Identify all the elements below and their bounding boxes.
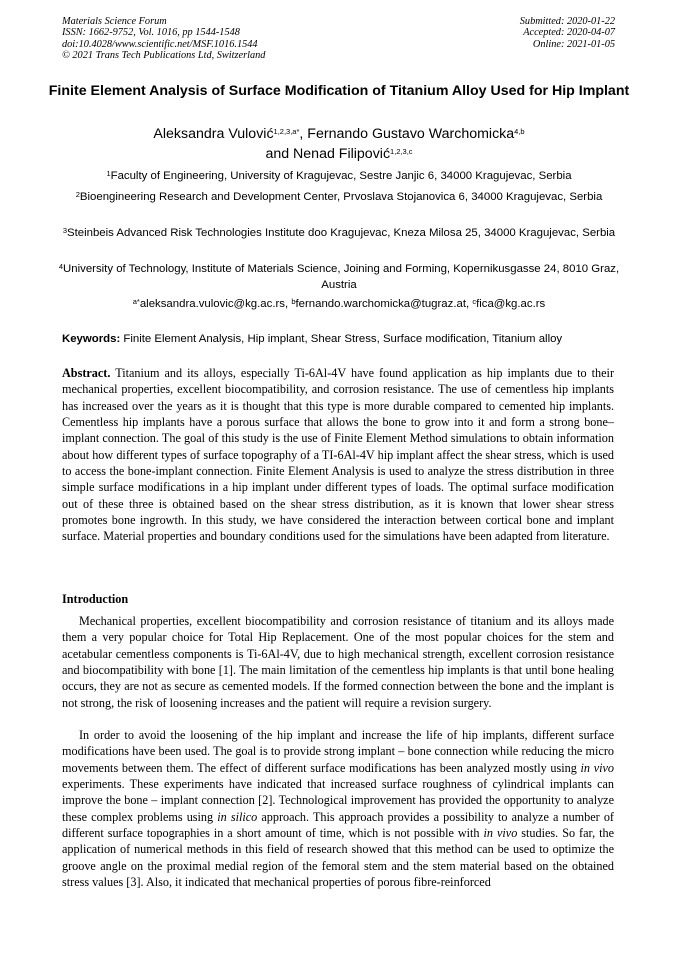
paper-title: Finite Element Analysis of Surface Modification of Titanium Alloy Used for Hip Implant bbox=[48, 83, 630, 99]
author-affil-sup: 1,2,3,a* bbox=[273, 127, 300, 136]
email-line bbox=[55, 296, 623, 312]
keywords-text: Finite Element Analysis, Hip implant, Shear Stress, Surface modification, Titanium alloy bbox=[120, 333, 563, 345]
accepted-date: Accepted: 2020-04-07 bbox=[523, 27, 615, 39]
issn-line: ISSN: 1662-9752, Vol. 1016, pp 1544-1548 bbox=[62, 27, 240, 39]
paragraph-text: In order to avoid the loosening of the hip implant and increase the life of hip implants, different surface modifications have been used. The goal is to provide strong implant – bone connection while reducing the micro movements between them. The effect of different surface modifications has been analyzed mostly using bbox=[62, 728, 614, 775]
italic-term: in vivo bbox=[580, 760, 614, 775]
keywords-line bbox=[62, 332, 618, 346]
paragraph-text: studies. So far, the application of numerical methods in this field of research showed that this method can be used to optimize the groove angle on the proximal medial region of the femoral stem and the stem material based on the obtained stress values [3]. Also, it indicated that mechanical properties of porous fibre-reinforced bbox=[62, 826, 615, 890]
affiliation-text: Steinbeis Advanced Risk Technologies Institute doo Kragujevac, Kneza Milosa 25, 34000 Kragujevac, Serbia bbox=[67, 227, 616, 239]
email-sup: c bbox=[472, 297, 477, 306]
author-list bbox=[40, 124, 638, 164]
journal-name: Materials Science Forum bbox=[62, 16, 167, 27]
email-address: fica@kg.ac.rs bbox=[476, 298, 546, 310]
affiliation-text: Bioengineering Research and Development Center, Prvoslava Stojanovica 6, 34000 Kragujevac, Serbia bbox=[79, 191, 603, 203]
online-date: Online: 2021-01-05 bbox=[532, 38, 615, 50]
affiliation-sup: 4 bbox=[58, 262, 64, 271]
author-name: , Fernando Gustavo Warchomicka bbox=[299, 126, 515, 142]
italic-term: in vivo bbox=[483, 826, 518, 841]
affiliation-1 bbox=[55, 168, 623, 184]
email-address: fernando.warchomicka@tugraz.at, bbox=[295, 298, 473, 310]
abstract-paragraph bbox=[62, 365, 614, 545]
italic-term: in silico bbox=[217, 809, 258, 824]
dates-header bbox=[520, 16, 615, 50]
affiliation-text: University of Technology, Institute of Materials Science, Joining and Forming, Kopernikusgasse 24, 8010 Graz, Austria bbox=[63, 263, 620, 291]
affiliation-sup: 2 bbox=[75, 190, 80, 199]
doi-line: doi:10.4028/www.scientific.net/MSF.1016.1544 bbox=[62, 38, 258, 50]
affiliation-text: Faculty of Engineering, University of Kragujevac, Sestre Janjic 6, 34000 Kragujevac, Serbia bbox=[110, 170, 572, 182]
affiliation-sup: 1 bbox=[106, 169, 111, 178]
author-affil-sup: 1,2,3,c bbox=[390, 147, 413, 156]
paragraph-text: experiments. These experiments have indicated that increased surface roughness of cylindrical implants can improve the bone – implant connection [2]. Technological improvement has provided the opportunity to analyze these complex problems using bbox=[62, 777, 614, 824]
intro-paragraph-1: Mechanical properties, excellent biocompatibility and corrosion resistance of titanium and its alloys made them a very popular choice for Total Hip Replacement. One of the most popular choices for the stem and acetabular cementless components is Ti-6Al-4V, due to high mechanical strength, excellent corrosion resistance and biocompatibility with bone [1]. The main limitation of the cementless hip implants is that until bone healing occurs, they are not as secure as cemented models. If the formed connection between the bone and the implant is not strong, the risk of loosening increases and the patient will require a revision surgery. bbox=[62, 614, 614, 710]
author-name: Aleksandra Vulović bbox=[153, 126, 274, 142]
abstract-text: Titanium and its alloys, especially Ti-6Al-4V have found application as hip implants due to their mechanical properties, excellent biocompatibility, and corrosion resistance. The use of cementless hip implants has increased over the years as it is thought that this type is more durable compared to cemented hip implants. Cementless hip implants have a porous surface that allows the bone to grow into it and form a strong bone–implant connection. The goal of this study is the use of Finite Element Method simulations to obtain information about how different types of surface topography of a TI-6Al-4V hip implant affect the shear stress, which is used to access the bone-implant connection. Finite Element Analysis is used to analyze the stress distribution in three simple surface modifications in a hip implant under different types of loads. The optimal surface modification out of these three is obtained based on the shear stress distribution, as it is known that lower shear stress promotes bone ingrowth. In this study, we have considered the interaction between cortical bone and implant surface. Material properties and boundary conditions used for the simulations have been adapted from literature. bbox=[62, 366, 614, 544]
affiliation-2 bbox=[55, 189, 623, 205]
abstract-label: Abstract. bbox=[62, 366, 111, 380]
author-affil-sup: 4,b bbox=[514, 127, 525, 136]
affiliation-3 bbox=[55, 225, 623, 241]
affiliation-sup: 3 bbox=[62, 226, 67, 235]
introduction-heading: Introduction bbox=[62, 592, 129, 606]
paragraph-text: approach. This approach provides a possibility to analyze a number of different surface topographies in a short amount of time, which is not possible with bbox=[62, 809, 614, 841]
affiliation-4 bbox=[55, 261, 623, 293]
intro-paragraph-2 bbox=[62, 727, 614, 890]
copyright-line: © 2021 Trans Tech Publications Ltd, Switzerland bbox=[62, 50, 266, 62]
submitted-date: Submitted: 2020-01-22 bbox=[519, 16, 615, 27]
journal-header bbox=[62, 16, 265, 62]
keywords-label: Keywords: bbox=[62, 333, 121, 345]
author-name: and Nenad Filipović bbox=[265, 146, 391, 162]
email-sup: b bbox=[291, 297, 296, 306]
email-sup: a* bbox=[132, 297, 140, 306]
email-address: aleksandra.vulovic@kg.ac.rs, bbox=[139, 298, 292, 310]
